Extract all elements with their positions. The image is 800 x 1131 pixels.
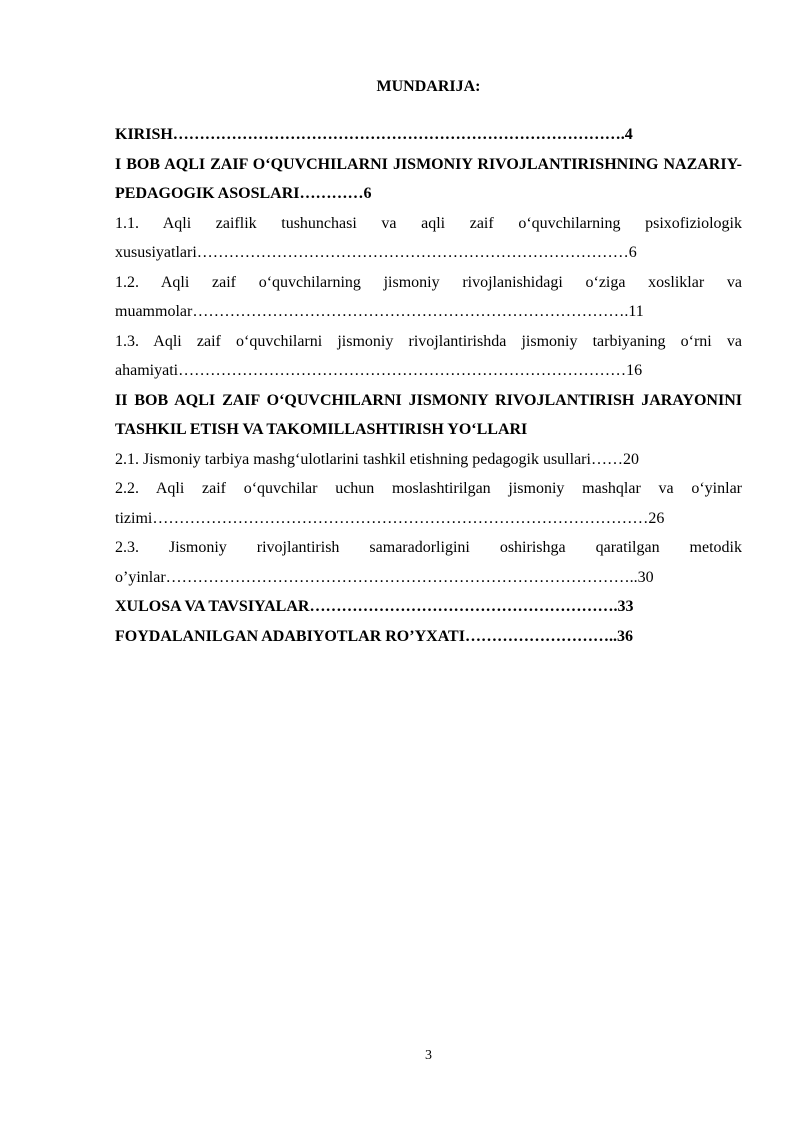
toc-entry-chapter-2: II BOB AQLI ZAIF O‘QUVCHILARNI JISMONIY RIVOJLANTIRISH JARAYONINI TASHKIL ETISH VA TAKOMILLASHTIRISH YO‘LLARI bbox=[115, 391, 742, 438]
toc-entry-section-1-1: 1.1. Aqli zaiflik tushunchasi va aqli zaif o‘quvchilarning psixofiziologik xususiyatlari………………………………………………………………………6 bbox=[115, 214, 742, 261]
toc-entry-references: FOYDALANILGAN ADABIYOTLAR RO’YXATI………………………..36 bbox=[115, 627, 633, 645]
toc-entry-chapter-1: I BOB AQLI ZAIF O‘QUVCHILARNI JISMONIY RIVOJLANTIRISHNING NAZARIY-PEDAGOGIK ASOSLARI…………6 bbox=[115, 155, 742, 202]
toc-entry-section-2-1: 2.1. Jismoniy tarbiya mashg‘ulotlarini tashkil etishning pedagogik usullari……20 bbox=[115, 450, 639, 468]
toc-entry-section-2-2: 2.2. Aqli zaif o‘quvchilar uchun moslashtirilgan jismoniy mashqlar va o‘yinlar tizimi…………………………………………………………………………………26 bbox=[115, 480, 742, 527]
toc-entry-section-1-2: 1.2. Aqli zaif o‘quvchilarning jismoniy rivojlanishidagi o‘ziga xosliklar va muammolar……………………………………………………………………….11 bbox=[115, 273, 742, 320]
toc-entry-section-2-3: 2.3. Jismoniy rivojlantirish samaradorligini oshirishga qaratilgan metodik o’yinlar……………………………………………………………………………..30 bbox=[115, 539, 742, 586]
table-of-contents bbox=[115, 120, 742, 651]
toc-entry-conclusion: XULOSA VA TAVSIYALAR………………………………………………….33 bbox=[115, 598, 634, 615]
page-number: 3 bbox=[425, 1048, 432, 1063]
page-title: MUNDARIJA: bbox=[376, 78, 481, 95]
toc-entry-section-1-3: 1.3. Aqli zaif o‘quvchilarni jismoniy rivojlantirishda jismoniy tarbiyaning o‘rni va ahamiyati…………………………………………………………………………16 bbox=[115, 332, 742, 379]
toc-entry-kirish: KIRISH………………………………………………………………………….4 bbox=[115, 126, 633, 143]
